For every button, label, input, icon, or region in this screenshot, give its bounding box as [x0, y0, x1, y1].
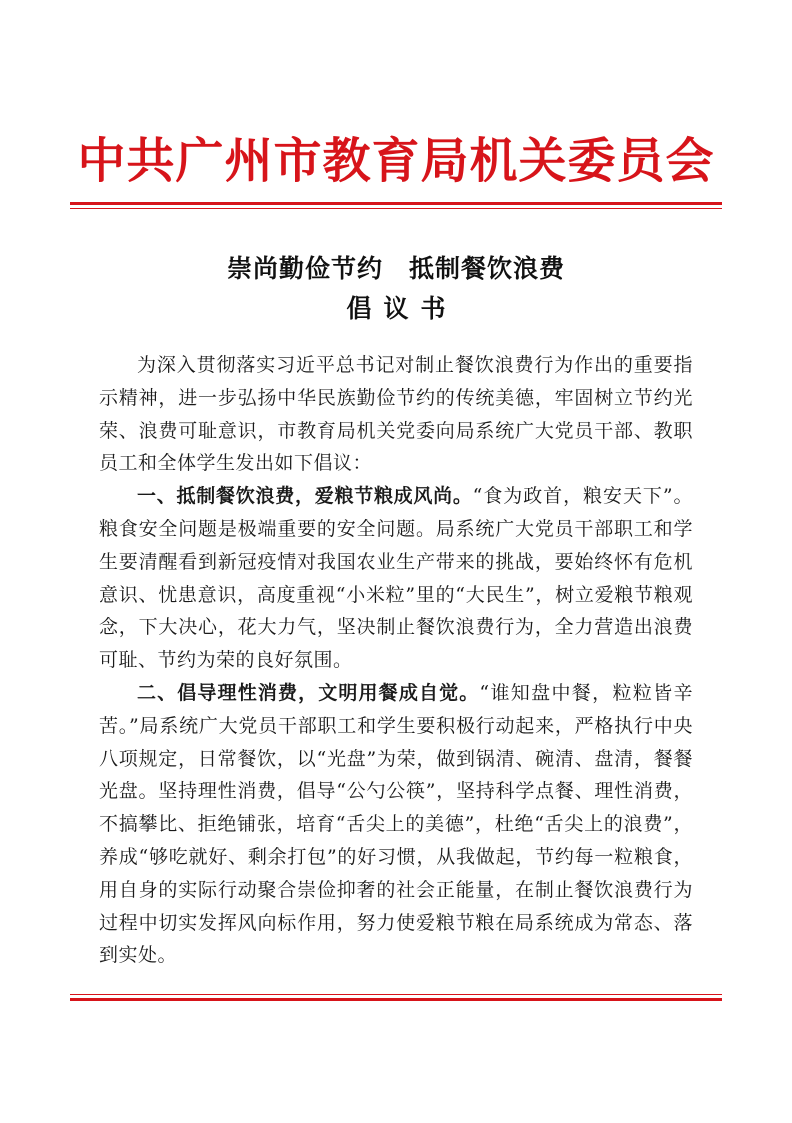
section2-paragraph	[99, 677, 693, 972]
document-title-line1: 崇尚勤俭节约 抵制餐饮浪费	[226, 254, 565, 283]
section1-text: “食为政首，粮安天下”。粮食安全问题是极端重要的安全问题。局系统广大党员干部职工和学生要清醒看到新冠疫情对我国农业生产带来的挑战，要始终怀有危机意识、忧患意识，高度重视“小米粒”里的“大民生”，树立爱粮节粮观念，下大决心，花大力气，坚决制止餐饮浪费行为，全力营造出浪费可耻、节约为荣的良好氛围。	[99, 485, 693, 672]
footer-rule-thin	[70, 994, 722, 995]
section2-heading: 二、倡导理性消费，文明用餐成自觉。	[137, 681, 480, 704]
section1-heading: 一、抵制餐饮浪费，爱粮节粮成风尚。	[137, 485, 473, 508]
intro-paragraph: 为深入贯彻落实习近平总书记对制止餐饮浪费行为作出的重要指示精神，进一步弘扬中华民族勤俭节约的传统美德，牢固树立节约光荣、浪费可耻意识，市教育局机关党委向局系统广大党员干部、教职员工和全体学生发出如下倡议：	[99, 354, 693, 475]
section1-paragraph	[99, 480, 693, 677]
footer-rule-thick	[70, 998, 722, 1001]
masthead-rule-thin	[70, 208, 722, 209]
masthead-rule-thick	[70, 202, 722, 205]
masthead-organization: 中共广州市教育局机关委员会	[77, 133, 715, 189]
document-body	[99, 349, 693, 972]
section2-text: “谁知盘中餐，粒粒皆辛苦。”局系统广大党员干部职工和学生要积极行动起来，严格执行中央八项规定，日常餐饮，以“光盘”为荣，做到锅清、碗清、盘清，餐餐光盘。坚持理性消费，倡导“公勺公筷”，坚持科学点餐、理性消费，不搞攀比、拒绝铺张，培育“舌尖上的美德”，杜绝“舌尖上的浪费”，养成“够吃就好、剩余打包”的好习惯，从我做起，节约每一粒粮食，用自身的实际行动聚合崇俭抑奢的社会正能量，在制止餐饮浪费行为过程中切实发挥风向标作用，努力使爱粮节粮在局系统成为常态、落到实处。	[99, 681, 694, 967]
document-title-line2: 倡议书	[346, 294, 458, 323]
